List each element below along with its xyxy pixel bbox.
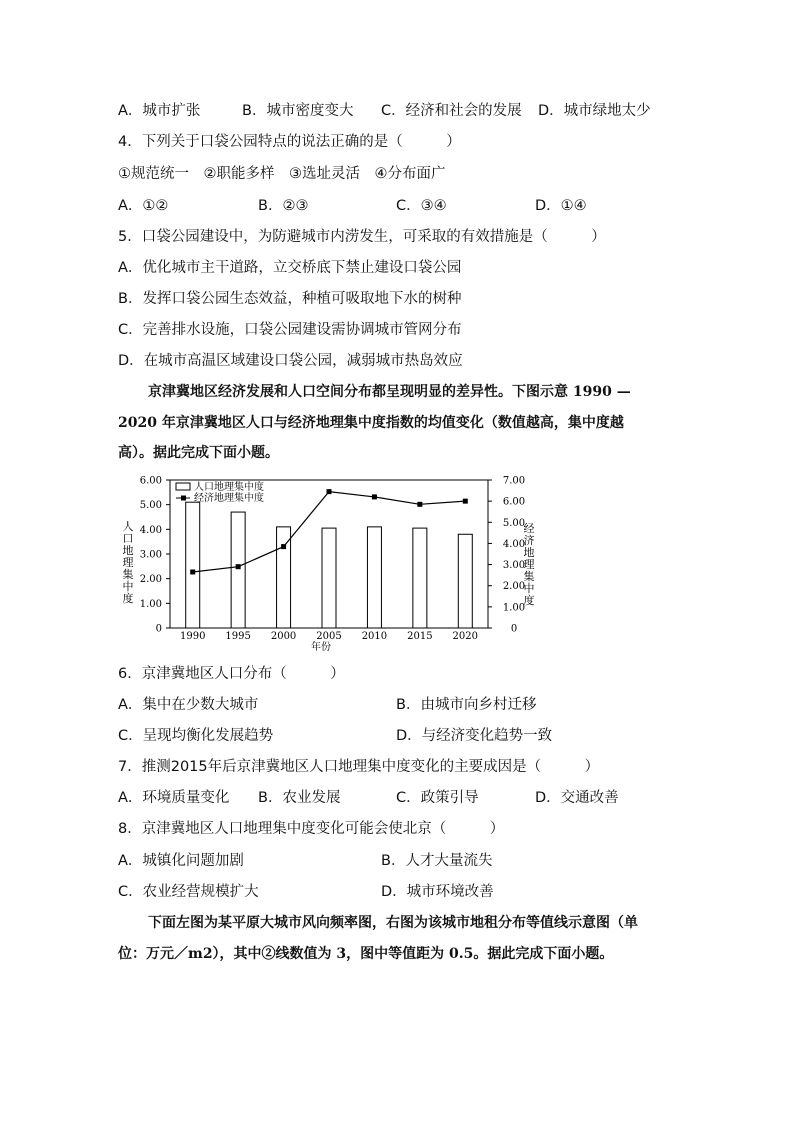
q3-option-c: C．经济和社会的发展	[381, 103, 522, 119]
q7-option-d: D．交通改善	[535, 790, 619, 806]
x-tick-label: 2000	[270, 631, 297, 642]
y-right-tick-label: 2.00	[502, 581, 526, 593]
y-left-tick-label: 2.00	[139, 574, 162, 586]
point-economy	[463, 499, 468, 504]
q5-option-c: C．完善排水设施，口袋公园建设需协调城市管网分布	[118, 322, 462, 338]
concentration-chart	[118, 472, 558, 652]
q7-option-b: B．农业发展	[258, 790, 341, 806]
y-left-label-char: 口	[122, 532, 134, 545]
point-economy	[327, 489, 332, 494]
y-left-label-char: 中	[122, 580, 134, 593]
y-right-tick-label: 7.00	[502, 475, 526, 487]
intro2-line2: 位：万元／m2），其中②线数值为 3，图中等值距为 0.5。据此完成下面小题。	[118, 946, 614, 962]
y-right-label-char: 度	[523, 594, 535, 607]
x-tick-label: 1995	[225, 631, 251, 642]
y-left-tick-label: 3.00	[139, 549, 162, 561]
bar-population	[186, 502, 200, 628]
bar-population	[458, 534, 472, 628]
q6-stem: 6．京津冀地区人口分布（ ）	[118, 666, 345, 682]
bar-population	[413, 528, 427, 628]
x-tick-label: 2005	[316, 631, 342, 642]
q3-option-d: D．城市绿地太少	[538, 103, 651, 119]
x-tick-label: 1990	[179, 631, 206, 642]
y-left-label-char: 集	[122, 568, 134, 581]
q4-stem: 4．下列关于口袋公园特点的说法正确的是（ ）	[118, 134, 461, 150]
legend-line-marker	[181, 496, 186, 501]
q4-items: ①规范统一 ②职能多样 ③选址灵活 ④分布面广	[118, 166, 446, 182]
intro2-line1: 下面左图为某平原大城市风向频率图，右图为该城市地租分布等值线示意图（单	[148, 915, 638, 931]
intro1-line2: 2020 年京津冀地区人口与经济地理集中度指数的均值变化（数值越高，集中度越	[118, 415, 624, 431]
intro1-line3: 高）。据此完成下面小题。	[118, 445, 279, 461]
y-right-tick-label: 5.00	[502, 517, 526, 529]
y-left-tick-label: 4.00	[139, 524, 162, 536]
legend-bar-swatch	[176, 483, 190, 490]
y-left-tick-label: 0	[155, 623, 162, 635]
bar-population	[322, 528, 336, 628]
point-economy	[417, 502, 422, 507]
legend-line-label: 经济地理集中度	[194, 493, 264, 504]
q8-option-a: A．城镇化问题加剧	[118, 853, 244, 869]
q5-option-a: A．优化城市主干道路，立交桥底下禁止建设口袋公园	[118, 260, 462, 276]
y-left-tick-label: 1.00	[139, 598, 162, 610]
q6-option-d: D．与经济变化趋势一致	[396, 728, 553, 744]
q4-option-c: C．③④	[396, 198, 447, 214]
bar-population	[231, 512, 245, 628]
q4-option-a: A．①②	[118, 198, 169, 214]
q5-option-d: D．在城市高温区域建设口袋公园，减弱城市热岛效应	[118, 353, 463, 369]
y-left-label-char: 理	[122, 556, 134, 569]
y-right-label-char: 地	[523, 546, 535, 559]
legend-bar-label: 人口地理集中度	[194, 482, 264, 493]
bar-population	[367, 527, 381, 628]
y-left-tick-label: 6.00	[139, 475, 162, 487]
y-right-label-char: 中	[523, 582, 535, 595]
y-left-label-char: 地	[122, 544, 134, 557]
q4-option-d: D．①④	[535, 198, 587, 214]
y-right-label-char: 理	[523, 558, 535, 571]
y-left-label-char: 人	[122, 520, 134, 533]
q8-option-b: B．人才大量流失	[381, 853, 493, 869]
q5-stem: 5．口袋公园建设中，为防避城市内涝发生，可采取的有效措施是（ ）	[118, 229, 606, 245]
q6-option-b: B．由城市向乡村迁移	[396, 697, 537, 713]
q3-option-a: A．城市扩张	[118, 103, 201, 119]
point-economy	[190, 569, 195, 574]
point-economy	[236, 564, 241, 569]
y-right-tick-label: 1.00	[502, 602, 526, 614]
x-axis-label: 年份	[311, 642, 331, 652]
q8-option-c: C．农业经营规模扩大	[118, 884, 259, 900]
q7-option-a: A．环境质量变化	[118, 790, 230, 806]
y-right-label-char: 经	[523, 522, 535, 535]
y-left-label-char: 度	[122, 592, 134, 605]
y-right-label-char: 集	[523, 570, 535, 583]
y-right-tick-label: 6.00	[502, 496, 526, 508]
q7-stem: 7．推测2015年后京津冀地区人口地理集中度变化的主要成因是（ ）	[118, 759, 600, 775]
q8-option-d: D．城市环境改善	[381, 884, 494, 900]
point-economy	[281, 544, 286, 549]
y-left-tick-label: 5.00	[139, 500, 162, 512]
y-right-tick-label: 3.00	[502, 560, 526, 572]
y-right-tick-label: 4.00	[502, 538, 526, 550]
point-economy	[372, 494, 377, 499]
bar-population	[277, 527, 291, 628]
q6-option-a: A．集中在少数大城市	[118, 697, 259, 713]
y-right-label-char: 济	[523, 534, 535, 547]
intro1-line1: 京津冀地区经济发展和人口空间分布都呈现明显的差异性。下图示意 1990 —	[148, 384, 631, 400]
q4-option-b: B．②③	[258, 198, 309, 214]
x-tick-label: 2020	[452, 631, 479, 642]
x-tick-label: 2015	[407, 631, 433, 642]
q8-stem: 8．京津冀地区人口地理集中度变化可能会使北京（ ）	[118, 821, 505, 837]
q5-option-b: B．发挥口袋公园生态效益，种植可吸取地下水的树种	[118, 291, 462, 307]
y-right-tick-label: 0	[510, 623, 518, 635]
x-tick-label: 2010	[361, 631, 388, 642]
q7-option-c: C．政策引导	[396, 790, 479, 806]
q6-option-c: C．呈现均衡化发展趋势	[118, 728, 274, 744]
q3-option-b: B．城市密度变大	[242, 103, 354, 119]
